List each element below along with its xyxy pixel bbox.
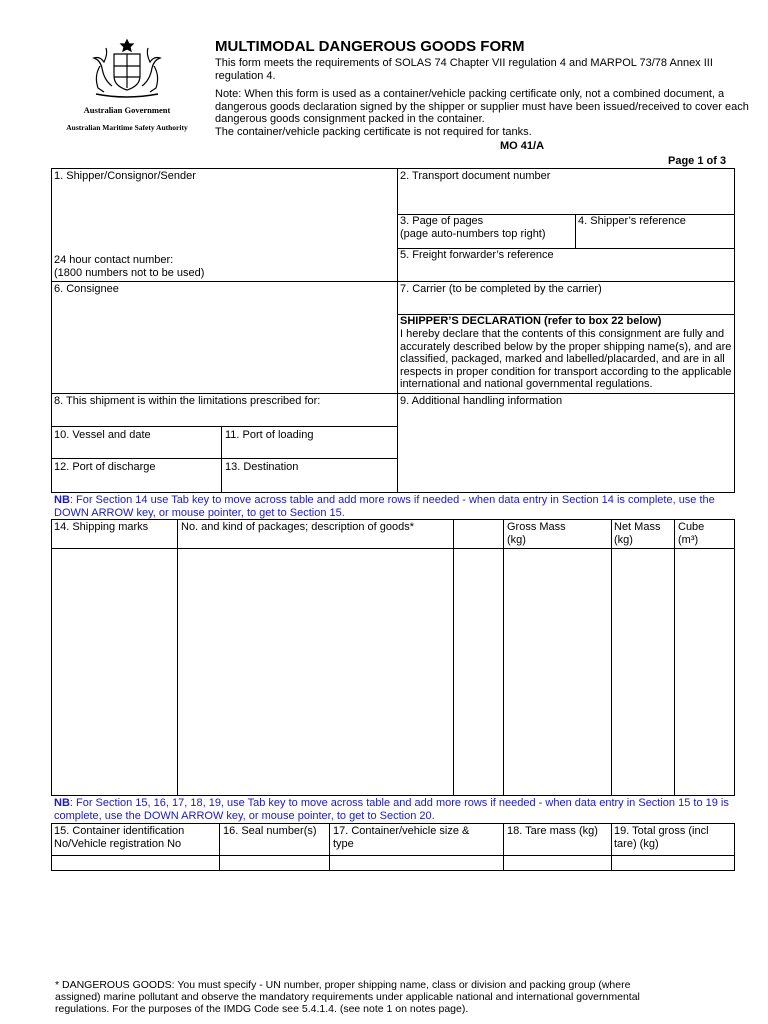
page-of-pages-field[interactable]: 3. Page of pages (page auto-numbers top right) xyxy=(400,215,546,240)
container-size-header: 17. Container/vehicle size & type xyxy=(333,825,470,850)
contact-number-field[interactable]: 24 hour contact number: (1800 numbers not to be used) xyxy=(54,254,205,279)
nb-text: : For Section 15, 16, 17, 18, 19, use Tab key to move across table and add more rows if needed - when data entry in Section 15 to 19 is complete, use the DOWN ARROW key, or mouse pointer, to get to Section 20. xyxy=(54,797,729,822)
limitations-field[interactable]: 8. This shipment is within the limitations prescribed for: xyxy=(54,395,321,407)
total-gross-header: 19. Total gross (incl tare) (kg) xyxy=(614,825,709,850)
government-name: Australian Government xyxy=(83,105,171,115)
coat-of-arms-icon xyxy=(82,36,172,100)
goods-table-row[interactable] xyxy=(52,549,734,795)
form-title: MULTIMODAL DANGEROUS GOODS FORM xyxy=(215,38,525,55)
tare-mass-header: 18. Tare mass (kg) xyxy=(507,825,598,837)
nb-section15 xyxy=(54,797,734,822)
vessel-date-field[interactable]: 10. Vessel and date xyxy=(54,429,151,441)
gross-mass-header: Gross Mass (kg) xyxy=(507,521,566,546)
consignee-field[interactable]: 6. Consignee xyxy=(54,283,119,295)
container-table-row[interactable] xyxy=(52,856,734,870)
transport-doc-field[interactable]: 2. Transport document number xyxy=(400,170,551,182)
nb-section14 xyxy=(54,494,734,519)
port-loading-field[interactable]: 11. Port of loading xyxy=(225,429,314,441)
port-discharge-field[interactable]: 12. Port of discharge xyxy=(54,461,156,473)
carrier-field[interactable]: 7. Carrier (to be completed by the carrier) xyxy=(400,283,602,295)
shipping-marks-header: 14. Shipping marks xyxy=(54,521,149,533)
nb-prefix: NB xyxy=(54,797,70,809)
declaration-title: SHIPPER’S DECLARATION (refer to box 22 below) xyxy=(400,315,662,327)
form-code: MO 41/A xyxy=(500,140,545,152)
authority-name: Australian Maritime Safety Authority xyxy=(66,123,188,132)
nb-text: : For Section 14 use Tab key to move across table and add more rows if needed - when data entry in Section 14 is complete, use the DOWN ARROW key, or mouse pointer, to get to Section 15. xyxy=(54,494,715,519)
intro-text: This form meets the requirements of SOLAS 74 Chapter VII regulation 4 and MARPOL 73/78 Annex III regulation 4. xyxy=(215,57,713,82)
nb-prefix: NB xyxy=(54,494,70,506)
page-number: Page 1 of 3 xyxy=(668,155,727,167)
dangerous-goods-footnote: * DANGEROUS GOODS: You must specify - UN number, proper shipping name, class or division and packing group (where assigned) marine pollutant and observe the mandatory requirements under applicable national and international governmental regulations. For the purposes of the IMDG Code see 5.4.1.4. (see note 1 on notes page). xyxy=(55,979,640,1015)
logo xyxy=(52,36,202,132)
container-id-header: 15. Container identification No/Vehicle registration No xyxy=(54,825,185,850)
note-text: Note: When this form is used as a container/vehicle packing certificate only, not a combined document, a dangerous goods declaration signed by the shipper or supplier must have been issued/received to cover each dangerous goods consignment packed in the container. The container/vehicle packing certificate is not required for tanks. xyxy=(215,88,749,138)
packages-description-header: No. and kind of packages; description of goods* xyxy=(181,521,414,533)
shipper-field[interactable]: 1. Shipper/Consignor/Sender xyxy=(54,170,196,182)
net-mass-header: Net Mass (kg) xyxy=(614,521,661,546)
handling-info-field[interactable]: 9. Additional handling information xyxy=(400,395,563,407)
freight-forwarder-field[interactable]: 5. Freight forwarder’s reference xyxy=(400,249,554,261)
shipper-reference-field[interactable]: 4. Shipper’s reference xyxy=(578,215,686,227)
cube-header: Cube (m³) xyxy=(678,521,705,546)
destination-field[interactable]: 13. Destination xyxy=(225,461,299,473)
seal-number-header: 16. Seal number(s) xyxy=(223,825,317,837)
declaration-text: I hereby declare that the contents of this consignment are fully and accurately described below by the proper shipping name(s), and are classified, packaged, marked and labelled/placarded, and are in all respects in proper condition for transport according to the applicable international and national governmental regulations. xyxy=(400,328,732,390)
